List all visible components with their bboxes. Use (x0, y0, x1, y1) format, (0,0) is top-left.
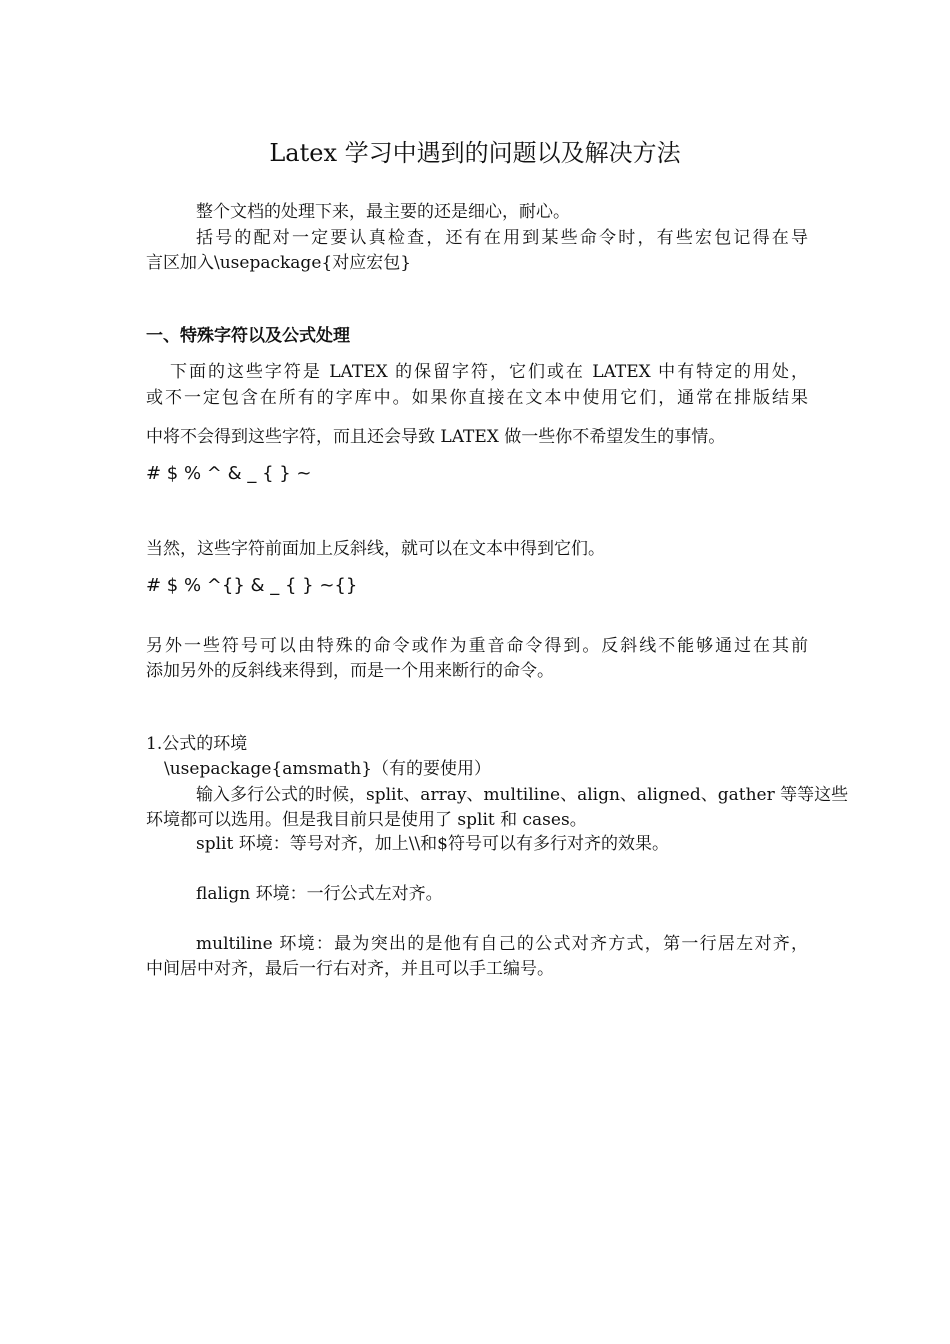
intro-paragraph-2-line-1: 括号的配对一定要认真检查，还有在用到某些命令时，有些宏包记得在导 (196, 228, 808, 248)
reserved-chars-paragraph-line-3: 中将不会得到这些字符，而且还会导致 LATEX 做一些你不希望发生的事情。 (146, 427, 726, 447)
split-environment-line: split 环境：等号对齐，加上\\和$符号可以有多行对齐的效果。 (196, 834, 669, 854)
reserved-chars-paragraph-line-2: 或不一定包含在所有的字库中。如果你直接在文本中使用它们，通常在排版结果 (146, 388, 808, 408)
amsmath-package-line: \usepackage{amsmath}（有的要使用） (164, 759, 492, 779)
document-title: Latex 学习中遇到的问题以及解决方法 (269, 139, 681, 167)
other-symbols-paragraph-line-1: 另外一些符号可以由特殊的命令或作为重音命令得到。反斜线不能够通过在其前 (146, 636, 808, 656)
section-heading-formula-env: 1.公式的环境 (146, 734, 248, 754)
intro-paragraph-2-line-2: 言区加入\usepackage{对应宏包} (146, 253, 412, 273)
other-symbols-paragraph-line-2: 添加另外的反斜线来得到，而是一个用来断行的命令。 (146, 661, 554, 681)
multiline-environment-line-1: multiline 环境：最为突出的是他有自己的公式对齐方式，第一行居左对齐， (196, 934, 808, 954)
multiline-environment-line-2: 中间居中对齐，最后一行右对齐，并且可以手工编号。 (146, 959, 554, 979)
multiline-formula-paragraph-line-1: 输入多行公式的时候，split、array、multiline、align、aligned、gather 等等这些 (196, 785, 849, 805)
intro-paragraph-1: 整个文档的处理下来，最主要的还是细心，耐心。 (196, 202, 570, 222)
escaped-chars-list: # $ % ^{} & _ { } ~{} (146, 575, 358, 596)
reserved-chars-paragraph-line-1: 下面的这些字符是 LATEX 的保留字符，它们或在 LATEX 中有特定的用处， (170, 362, 808, 382)
flalign-environment-line: flalign 环境：一行公式左对齐。 (196, 884, 443, 904)
section-heading-special-chars: 一、特殊字符以及公式处理 (146, 326, 350, 346)
escaped-chars-note: 当然，这些字符前面加上反斜线，就可以在文本中得到它们。 (146, 539, 605, 559)
multiline-formula-paragraph-line-2: 环境都可以选用。但是我目前只是使用了 split 和 cases。 (146, 810, 587, 830)
reserved-chars-list: # $ % ^ & _ { } ~ (146, 463, 312, 484)
